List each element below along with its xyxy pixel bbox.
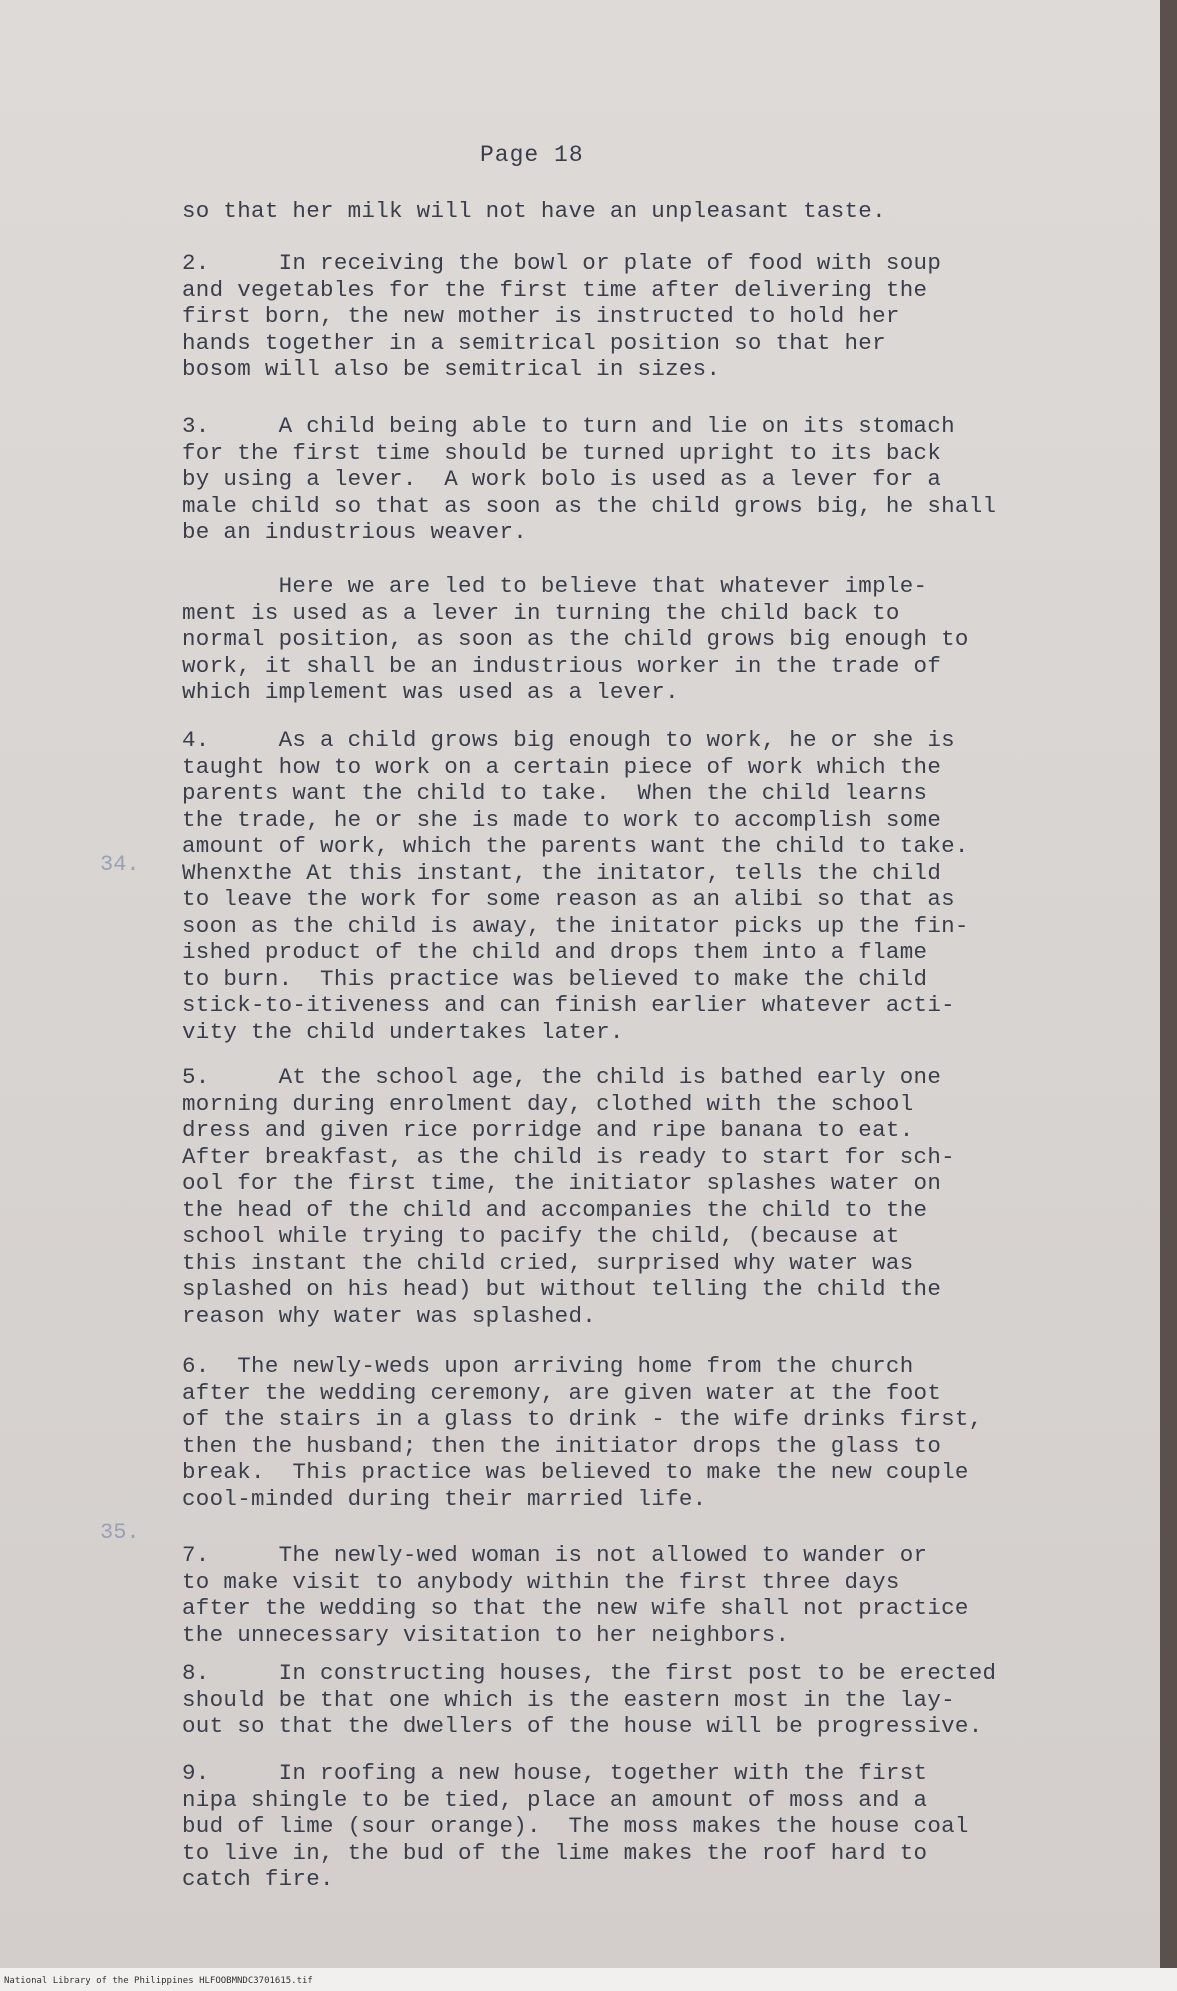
- scan-edge: [1160, 0, 1177, 1968]
- margin-note: 35.: [100, 1520, 140, 1545]
- paragraph-5: 5. At the school age, the child is bathed early one morning during enrolment day, clothed with the school dress and given rice porridge and ripe banana to eat. After breakfast, as the child is ready to start for sch- ool for the first time, the initiator splashes water on the head of the child and accompanies the child to the school while trying to pacify the child, (because at this instant the child cried, surprised why water was splashed on his head) but without telling the child the reason why water was splashed.: [182, 1064, 955, 1329]
- margin-note: 34.: [100, 852, 140, 877]
- paragraph-3: 3. A child being able to turn and lie on its stomach for the first time should be turned upright to its back by using a lever. A work bolo is used as a lever for a male child so that as soon as the child grows big, he shall be an industrious weaver.: [182, 413, 997, 545]
- page-number: Page 18: [480, 142, 584, 168]
- paragraph-6: 6. The newly-weds upon arriving home from the church after the wedding ceremony, are given water at the foot of the stairs in a glass to drink - the wife drinks first, then the husband; then the initiator drops the glass to break. This practice was believed to make the new couple cool-minded during their married life.: [182, 1353, 983, 1512]
- paragraph-4: 4. As a child grows big enough to work, he or she is taught how to work on a certain piece of work which the parents want the child to take. When the child learns the trade, he or she is made to work to accomplish some amount of work, which the parents want the child to take. Whenxthe At this instant, the initator, tells the child to leave the work for some reason as an alibi so that as soon as the child is away, the initator picks up the fin- ished product of the child and drops them into a flame to burn. This practice was believed to make the child stick-to-itiveness and can finish earlier whatever acti- vity the child undertakes later.: [182, 727, 969, 1045]
- paragraph-9: 9. In roofing a new house, together with the first nipa shingle to be tied, place an amount of moss and a bud of lime (sour orange). The moss makes the house coal to live in, the bud of the lime makes the roof hard to catch fire.: [182, 1760, 969, 1892]
- paragraph-2: 2. In receiving the bowl or plate of food with soup and vegetables for the first time after delivering the first born, the new mother is instructed to hold her hands together in a semitrical position so that her bosom will also be semitrical in sizes.: [182, 250, 942, 382]
- scan-footer: National Library of the Philippines HLFOOBMNDC3701615.tif: [4, 1976, 313, 1986]
- paragraph-commentary: Here we are led to believe that whatever imple- ment is used as a lever in turning the child back to normal position, as soon as the child grows big enough to work, it shall be an industrious worker in the trade of which implement was used as a lever.: [182, 573, 969, 705]
- paragraph-7: 7. The newly-wed woman is not allowed to wander or to make visit to anybody within the first three days after the wedding so that the new wife shall not practice the unnecessary visitation to her neighbors.: [182, 1542, 969, 1648]
- paragraph-8: 8. In constructing houses, the first post to be erected should be that one which is the eastern most in the lay- out so that the dwellers of the house will be progressive.: [182, 1660, 997, 1739]
- paragraph-continuation: so that her milk will not have an unpleasant taste.: [182, 198, 886, 224]
